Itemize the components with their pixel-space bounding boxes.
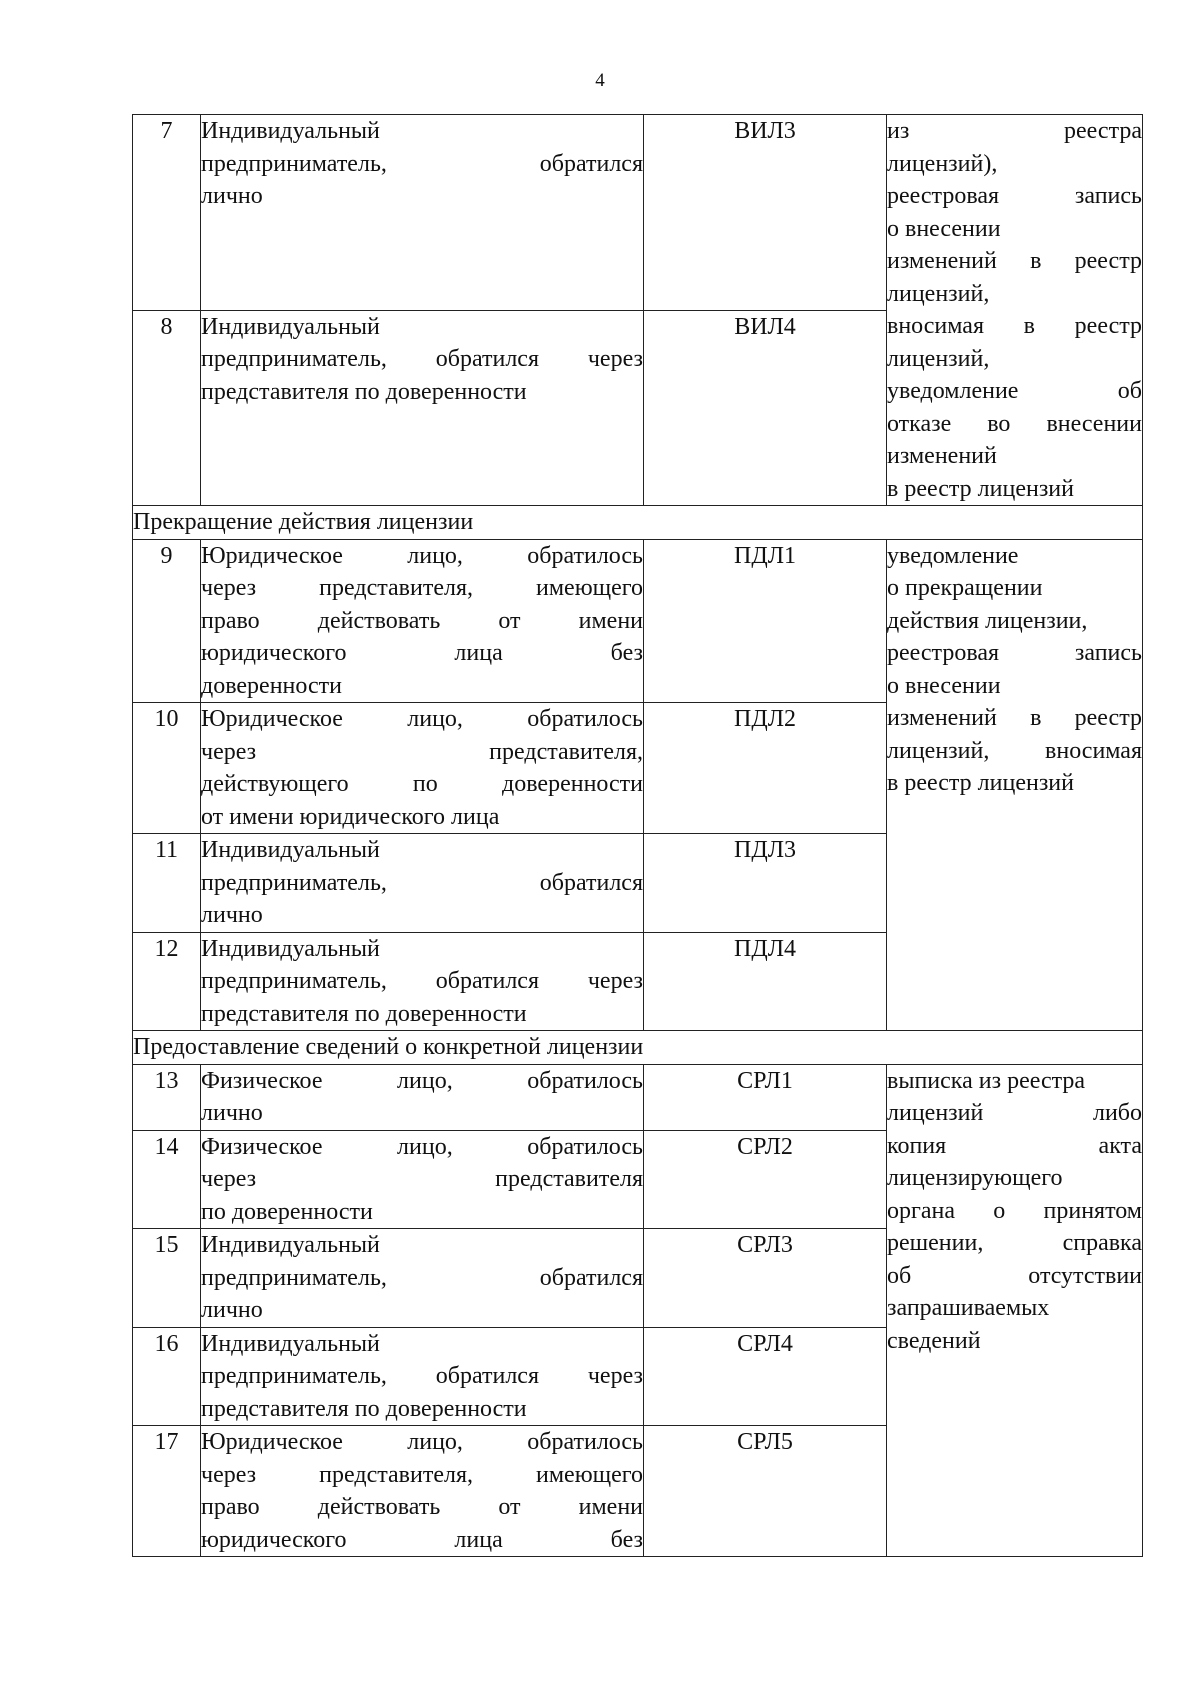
applicant-cell <box>201 539 644 703</box>
applicant-line: Индивидуальный <box>201 118 380 144</box>
service-code: СРЛ2 <box>644 1130 887 1229</box>
row-number: 14 <box>133 1130 201 1229</box>
applicant-cell <box>201 703 644 834</box>
result-line: органа о принятом <box>887 1197 1142 1224</box>
service-code: СРЛ5 <box>644 1426 887 1557</box>
result-line: изменений в реестр <box>887 248 1142 274</box>
applicant-line: Индивидуальный <box>201 837 380 863</box>
result-line: выписка из реестра <box>887 1067 1086 1094</box>
section-row <box>133 506 1143 540</box>
applicant-cell <box>201 310 644 506</box>
section-row <box>133 1031 1143 1065</box>
result-cell <box>887 539 1143 1031</box>
result-line: копия акта <box>887 1132 1142 1159</box>
result-line: о внесении <box>887 215 1001 242</box>
result-line: о прекращении <box>887 575 1043 601</box>
applicant-line: право действовать от имени <box>201 1494 643 1520</box>
applicant-line: через представителя, имеющего <box>201 575 643 601</box>
applicant-line: через представителя, имеющего <box>201 1461 643 1488</box>
applicant-line: лично <box>201 902 263 928</box>
applicant-cell <box>201 1064 644 1130</box>
result-line: изменений в реестр <box>887 705 1142 731</box>
applicant-line: Физическое лицо, обратилось <box>201 1067 643 1094</box>
service-code: ПДЛ1 <box>644 539 887 703</box>
result-line: вносимая в реестр <box>887 313 1142 339</box>
result-line: в реестр лицензий <box>887 475 1074 502</box>
service-code: ВИЛ3 <box>644 115 887 311</box>
result-line: реестровая запись <box>887 640 1142 666</box>
applicant-line: предприниматель, обратился через <box>201 346 643 372</box>
result-line: отказе во внесении <box>887 410 1142 437</box>
result-line: из реестра <box>887 118 1142 144</box>
service-code: СРЛ1 <box>644 1064 887 1130</box>
applicant-cell <box>201 834 644 933</box>
row-number: 7 <box>133 115 201 311</box>
result-line: уведомление об <box>887 378 1142 404</box>
applicant-cell <box>201 1327 644 1426</box>
applicant-line: по доверенности <box>201 1198 373 1225</box>
applicant-line: лично <box>201 1100 263 1126</box>
applicant-line: представителя по доверенности <box>201 378 527 405</box>
applicant-line: Индивидуальный <box>201 935 380 962</box>
applicant-line: лично <box>201 183 263 209</box>
applicant-cell <box>201 115 644 311</box>
applicant-line: юридического лица без <box>201 640 643 666</box>
applicant-line: от имени юридического лица <box>201 803 500 830</box>
row-number: 12 <box>133 932 201 1031</box>
row-number: 16 <box>133 1327 201 1426</box>
applicant-line: представителя по доверенности <box>201 1000 527 1027</box>
applicant-line: через представителя, <box>201 738 643 765</box>
result-line: изменений <box>887 443 997 469</box>
service-code: СРЛ3 <box>644 1229 887 1328</box>
applicant-line: Индивидуальный <box>201 1232 380 1258</box>
result-line: лицензий), <box>887 150 998 177</box>
result-line: решении, справка <box>887 1230 1142 1256</box>
result-line: в реестр лицензий <box>887 770 1074 796</box>
result-line: об отсутствии <box>887 1262 1142 1289</box>
result-cell <box>887 115 1143 506</box>
service-code: ПДЛ4 <box>644 932 887 1031</box>
applicant-line: юридического лица без <box>201 1526 643 1553</box>
table-row <box>133 1064 1143 1130</box>
applicant-line: предприниматель, обратился через <box>201 968 643 994</box>
applicant-cell <box>201 1229 644 1328</box>
applicant-line: Юридическое лицо, обратилось <box>201 542 643 569</box>
result-line: лицензий, <box>887 345 990 372</box>
applicant-line: Индивидуальный <box>201 313 380 340</box>
result-line: сведений <box>887 1327 981 1354</box>
result-line: уведомление <box>887 542 1019 569</box>
result-line: лицензий, <box>887 280 990 307</box>
result-line: лицензирующего <box>887 1165 1063 1191</box>
service-code: ВИЛ4 <box>644 310 887 506</box>
applicant-line: Физическое лицо, обратилось <box>201 1133 643 1160</box>
applicant-line: Индивидуальный <box>201 1330 380 1357</box>
applicant-line: лично <box>201 1297 263 1323</box>
applicant-line: через представителя <box>201 1166 643 1192</box>
service-code: ПДЛ3 <box>644 834 887 933</box>
applicant-line: Юридическое лицо, обратилось <box>201 1429 643 1455</box>
table-row <box>133 115 1143 311</box>
row-number: 11 <box>133 834 201 933</box>
applicant-cell <box>201 1426 644 1557</box>
applicant-line: предприниматель, обратился <box>201 1264 643 1291</box>
applicant-line: право действовать от имени <box>201 607 643 634</box>
table-row <box>133 539 1143 703</box>
service-code: ПДЛ2 <box>644 703 887 834</box>
result-line: лицензий, вносимая <box>887 737 1142 764</box>
applicant-line: предприниматель, обратился <box>201 869 643 896</box>
result-line: запрашиваемых <box>887 1295 1050 1321</box>
row-number: 15 <box>133 1229 201 1328</box>
result-line: действия лицензии, <box>887 607 1088 634</box>
result-line: о внесении <box>887 672 1001 699</box>
service-code: СРЛ4 <box>644 1327 887 1426</box>
row-number: 17 <box>133 1426 201 1557</box>
license-services-table <box>132 114 1143 1557</box>
page-number: 4 <box>595 70 605 91</box>
section-title: Прекращение действия лицензии <box>133 506 1143 540</box>
result-line: лицензий либо <box>887 1100 1142 1126</box>
applicant-line: представителя по доверенности <box>201 1395 527 1422</box>
applicant-cell <box>201 932 644 1031</box>
applicant-line: доверенности <box>201 672 342 699</box>
applicant-line: предприниматель, обратился <box>201 150 643 177</box>
result-line: реестровая запись <box>887 183 1142 209</box>
row-number: 10 <box>133 703 201 834</box>
row-number: 9 <box>133 539 201 703</box>
section-title: Предоставление сведений о конкретной лицензии <box>133 1031 1143 1065</box>
applicant-cell <box>201 1130 644 1229</box>
applicant-line: Юридическое лицо, обратилось <box>201 706 643 732</box>
applicant-line: действующего по доверенности <box>201 771 643 797</box>
result-cell <box>887 1064 1143 1557</box>
row-number: 13 <box>133 1064 201 1130</box>
applicant-line: предприниматель, обратился через <box>201 1363 643 1389</box>
row-number: 8 <box>133 310 201 506</box>
